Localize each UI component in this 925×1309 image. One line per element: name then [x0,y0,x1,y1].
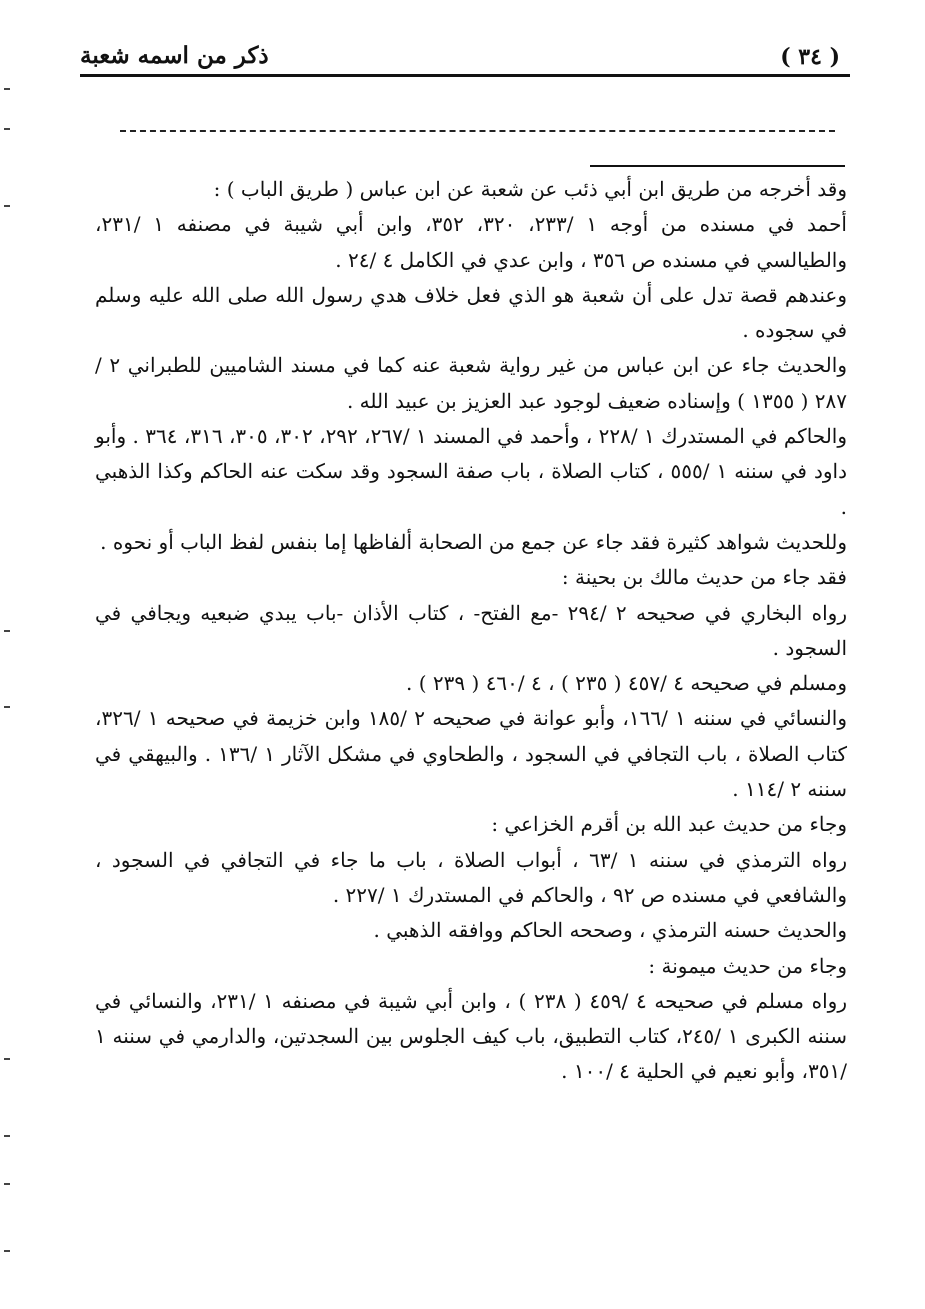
scan-mark [4,1183,10,1185]
scan-mark [4,1135,10,1137]
scan-mark [4,88,10,90]
scan-mark [4,128,10,130]
running-title: ذكر من اسمه شعبة [80,42,269,69]
paragraph: رواه مسلم في صحيحه ٤ /٤٥٩ ( ٢٣٨ ) ، وابن أبي شيبة في مصنفه ١ /٢٣١، والنسائي في سننه الكبرى ١ /٢٤٥، كتاب التطبيق، باب كيف الجلوس بين السجدتين، والدارمي في سننه ١ /٣٥١، وأبو نعيم في الحلية ٤ /١٠٠ . [95,988,847,1084]
paragraph: وللحديث شواهد كثيرة فقد جاء عن جمع من الصحابة ألفاظها إما بنفس لفظ الباب أو نحوه . [100,529,847,554]
paragraph: رواه الترمذي في سننه ١ /٦٣ ، أبواب الصلاة ، باب ما جاء في التجافي في السجود ، والشافعي في مسنده ص ٩٢ ، والحاكم في المستدرك ١ /٢٢٧ . [95,847,847,907]
footnote-rule [590,165,845,167]
paragraph: ومسلم في صحيحه ٤ /٤٥٧ ( ٢٣٥ ) ، ٤ /٤٦٠ ( ٢٣٩ ) . [406,671,847,696]
header-rule [80,74,850,77]
scan-mark [4,706,10,708]
paragraph: والحديث جاء عن ابن عباس من غير رواية شعبة عنه كما في مسند الشاميين للطبراني ٢ /٢٨٧ ( ١٣٥٥ ) وإسناده ضعيف لوجود عبد العزيز بن عبيد الله . [95,353,847,413]
paragraph: والحديث حسنه الترمذي ، وصححه الحاكم ووافقه الذهبي . [373,918,847,943]
paragraph: وعندهم قصة تدل على أن شعبة هو الذي فعل خلاف هدي رسول الله صلى الله عليه وسلم في سجوده . [95,282,847,343]
paragraph: وجاء من حديث عبد الله بن أقرم الخزاعي : [491,812,847,837]
page-header [80,38,850,74]
scan-mark [4,205,10,207]
footnote-body [95,172,847,1090]
paragraph: أحمد في مسنده من أوجه ١ /٢٣٣، ٣٢٠، ٣٥٢، وابن أبي شيبة في مصنفه ١ /٢٣١، والطيالسي في مسنده ص ٣٥٦ ، وابن عدي في الكامل ٤ /٢٤ . [95,212,847,272]
paragraph: رواه البخاري في صحيحه ٢ /٢٩٤ -مع الفتح- ، كتاب الأذان -باب يبدي ضبعيه ويجافي في السجود . [95,600,847,660]
paragraph: والنسائي في سننه ١ /١٦٦، وأبو عوانة في صحيحه ٢ /١٨٥ وابن خزيمة في صحيحه ١ /٣٢٦، كتاب الصلاة ، باب التجافي في السجود ، والطحاوي في مشكل الآثار ١ /١٣٦ . والبيهقي في سننه ٢ /١١٤ . [95,706,847,802]
scan-mark [4,1058,10,1060]
paragraph: فقد جاء من حديث مالك بن بحينة : [561,565,847,590]
dashed-separator [120,130,835,132]
scan-mark [4,630,10,632]
paragraph: وجاء من حديث ميمونة : [648,953,847,978]
paragraph: وقد أخرجه من طريق ابن أبي ذئب عن شعبة عن ابن عباس ( طريق الباب ) : [213,177,847,201]
page-number: ( ٣٤ ) [780,44,840,70]
scan-mark [4,1250,10,1252]
paragraph: والحاكم في المستدرك ١ /٢٢٨ ، وأحمد في المسند ١ /٢٦٧، ٢٩٢، ٣٠٢، ٣٠٥، ٣١٦، ٣٦٤ . وأبو داود في سننه ١ /٥٥٥ ، كتاب الصلاة ، باب صفة السجود وقد سكت عنه الحاكم وكذا الذهبي . [95,424,848,519]
